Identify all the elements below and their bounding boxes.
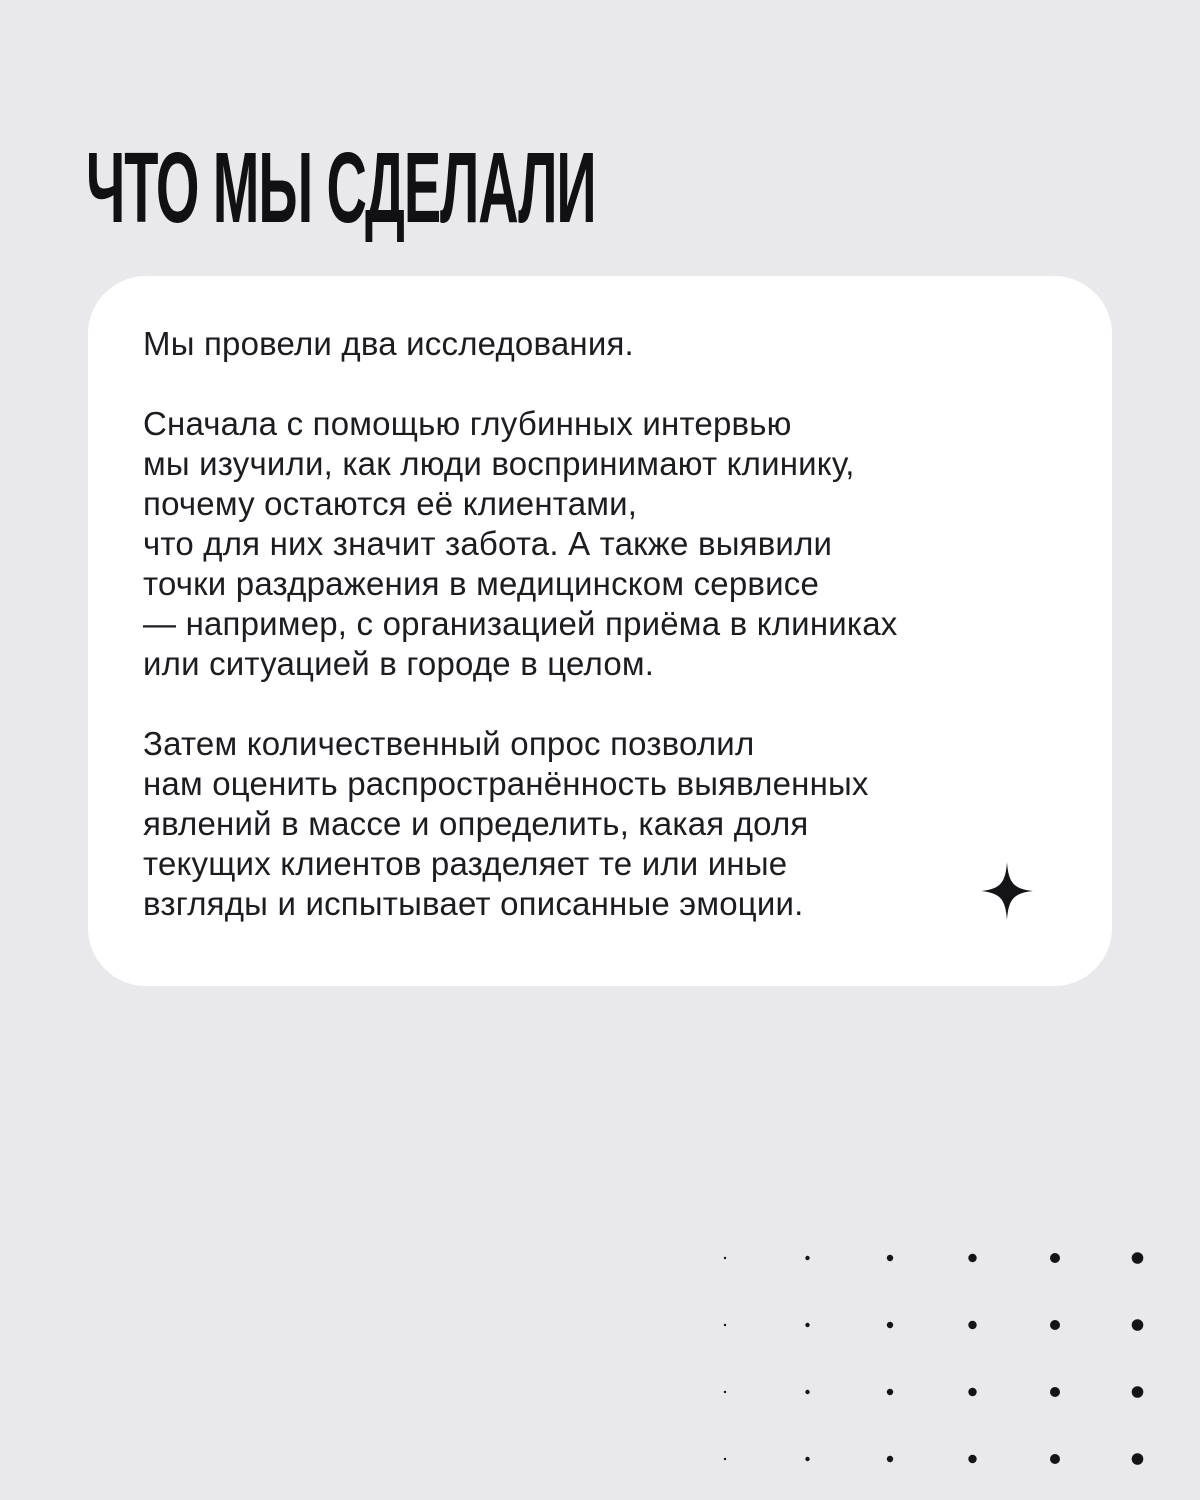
paragraph-survey: Затем количественный опрос позволил нам оценить распространённость выявленных явлений в массе и определить, какая доля текущих клиентов разделяет те или иные взгляды и испытывает описанные эмоции.: [143, 725, 869, 922]
grid-dot: [805, 1390, 809, 1394]
grid-dot: [968, 1254, 976, 1262]
grid-dot: [1132, 1386, 1144, 1398]
grid-dot: [805, 1457, 809, 1461]
grid-dot: [724, 1324, 726, 1326]
dot-grid-decoration: [700, 1230, 1170, 1490]
sparkle-icon: [981, 862, 1033, 920]
grid-dot: [1050, 1454, 1060, 1464]
grid-dot: [805, 1323, 809, 1327]
grid-dot: [1132, 1319, 1144, 1331]
grid-dot: [968, 1455, 976, 1463]
grid-dot: [968, 1388, 976, 1396]
grid-dot: [724, 1458, 726, 1460]
grid-dot: [805, 1256, 809, 1260]
grid-dot: [1050, 1387, 1060, 1397]
grid-dot: [724, 1257, 726, 1259]
grid-dot: [1050, 1253, 1060, 1263]
page-title: ЧТО МЫ СДЕЛАЛИ: [86, 132, 596, 244]
grid-dot: [724, 1391, 726, 1393]
grid-dot: [1132, 1252, 1144, 1264]
grid-dot: [887, 1389, 893, 1395]
paragraph-intro: Мы провели два исследования.: [143, 325, 634, 362]
grid-dot: [1050, 1320, 1060, 1330]
paragraph-interviews: Сначала с помощью глубинных интервью мы изучили, как люди воспринимают клинику, почему остаются её клиентами, что для них значит забота. А также выявили точки раздражения в медицинском сервисе — например, с организацией приёма в клиниках или ситуацией в городе в целом.: [143, 405, 898, 682]
content-card: [88, 276, 1112, 986]
grid-dot: [1132, 1453, 1144, 1465]
grid-dot: [887, 1456, 893, 1462]
grid-dot: [968, 1321, 976, 1329]
grid-dot: [887, 1322, 893, 1328]
grid-dot: [887, 1255, 893, 1261]
card-text: [143, 324, 1063, 924]
